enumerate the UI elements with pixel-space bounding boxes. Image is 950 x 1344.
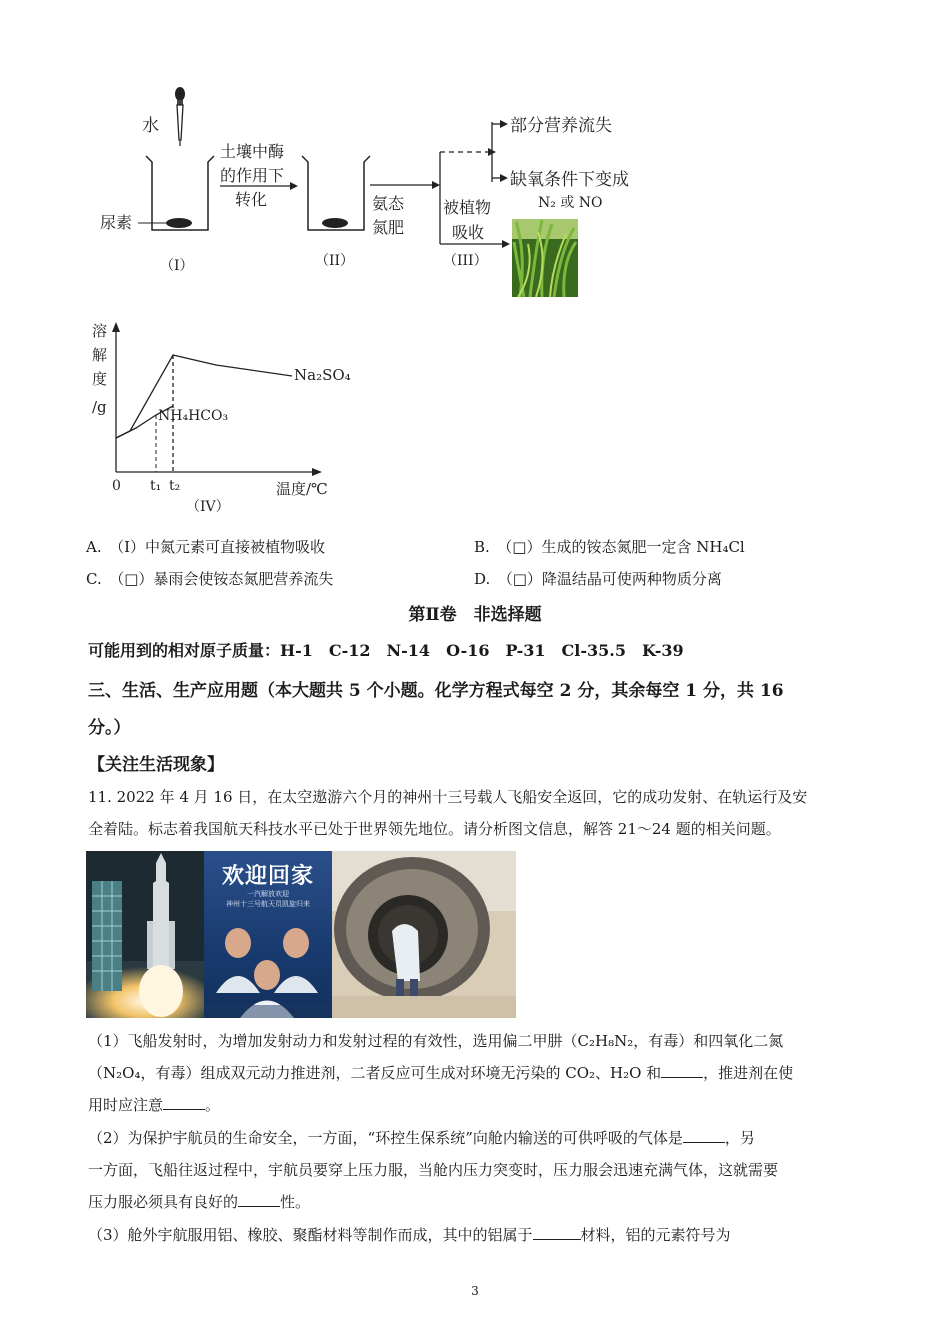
answer-blank-3[interactable]: [683, 1128, 725, 1143]
option-d: D. （□）降温结晶可使两种物质分离: [474, 570, 722, 588]
q11-line2: 全着陆。标志着我国航天科技水平已处于世界领先地位。请分析图文信息，解答 21～24 题的相关问题。: [88, 820, 781, 838]
label-1: （I）: [160, 258, 194, 274]
solubility-chart: [86, 318, 376, 523]
part3-title-line2: 分。）: [88, 718, 131, 738]
absorbed-text-1: 被植物: [443, 198, 492, 217]
answer-blank-2[interactable]: [163, 1095, 205, 1110]
anoxic-text: 缺氧条件下变成: [510, 170, 629, 190]
poster-title: 欢迎回家: [221, 864, 314, 889]
q3-line1-text-b: 材料，铝的元素符号为: [580, 1226, 731, 1244]
nitrogen-process-diagram: [90, 82, 650, 307]
urea-solid: [166, 218, 192, 228]
origin-label: 0: [112, 478, 121, 494]
label-3: （III）: [443, 253, 488, 269]
q2-line1-text-a: （2）为保护宇航员的生命安全，一方面，“环控生保系统”向舱内输送的可供呼吸的气体是: [88, 1129, 683, 1147]
enzyme-text-2: 的作用下: [220, 166, 285, 185]
q2-line3-text-b: 性。: [280, 1193, 311, 1211]
answer-blank-5[interactable]: [533, 1225, 581, 1240]
option-b: B. （□）生成的铵态氮肥一定含 NH₄Cl: [474, 538, 745, 556]
fertilizer-text-2: 氮肥: [372, 218, 405, 237]
q1-line3: [88, 1089, 220, 1121]
q11-line1: 11. 2022 年 4 月 16 日，在太空遨游六个月的神州十三号载人飞船安全返回，它的成功发射、在轨运行及安: [88, 788, 808, 806]
enzyme-text-3: 转化: [235, 190, 268, 209]
q1-line2-text-b: ，推进剂在使: [703, 1064, 794, 1082]
label-4: （IV）: [186, 499, 230, 515]
water-label: 水: [142, 116, 159, 136]
urea-label: 尿素: [100, 213, 133, 232]
q2-line3: [88, 1186, 310, 1218]
q3-line1-text-a: （3）舱外宇航服用铝、橡胶、聚酯材料等制作而成，其中的铝属于: [88, 1226, 533, 1244]
q1-line2-text-a: （N₂O₄，有毒）组成双元动力推进剂，二者反应可生成对环境无污染的 CO₂、H₂O 和: [88, 1064, 662, 1082]
label-2: （II）: [315, 253, 355, 269]
q1-line2: [88, 1057, 793, 1089]
xlabel: 温度/℃: [276, 480, 328, 498]
astronauts-image: [204, 913, 332, 1018]
focus-life-title: 【关注生活现象】: [88, 755, 224, 775]
absorbed-text-2: 吸收: [452, 223, 485, 242]
section-title: 第Ⅱ卷 非选择题: [408, 605, 542, 625]
q2-line1-text-b: ，另: [724, 1129, 755, 1147]
photo-strip: [86, 851, 516, 1018]
q2-line2: 一方面，飞船往返过程中，宇航员要穿上压力服，当舱内压力突变时，压力服会迅速充满气体，这就需要: [88, 1161, 779, 1179]
answer-blank-4[interactable]: [238, 1192, 280, 1207]
poster-subtitle-2: 神州十三号航天员凯旋归来: [226, 900, 310, 908]
plant-photo: [512, 219, 578, 297]
curve-na2so4: [116, 355, 292, 438]
poster-subtitle-1: 一汽解放欢迎: [247, 890, 289, 898]
gas-text: N₂ 或 NO: [538, 195, 603, 211]
q1-line1-text: （1）飞船发射时，为增加发射动力和发射过程的有效性，选用偏二甲肼（C₂H₈N₂，有毒）和四氧化二氮: [88, 1032, 784, 1050]
option-c: C. （□）暴雨会使铵态氮肥营养流失: [86, 570, 334, 588]
fertilizer-text-1: 氨态: [372, 194, 405, 213]
ylabel-3: 度: [92, 370, 108, 388]
q1-line3-text-b: 。: [205, 1096, 221, 1114]
rocket-launch-photo: [86, 851, 204, 1018]
q1-line1: [88, 1025, 783, 1057]
ylabel-1: 溶: [92, 322, 108, 340]
atomic-masses: 可能用到的相对原子质量：H-1 C-12 N-14 O-16 P-31 Cl-35.5 K-39: [88, 641, 684, 660]
ylabel-2: 解: [92, 346, 108, 364]
nutrient-loss-text: 部分营养流失: [510, 116, 612, 136]
capsule-photo: [332, 851, 516, 1018]
q1-line3-text-a: 用时应注意: [88, 1096, 164, 1114]
welcome-poster: [204, 851, 332, 1018]
q3-line1: [88, 1219, 731, 1251]
series-nh4hco3: NH₄HCO₃: [158, 408, 229, 424]
series-na2so4: Na₂SO₄: [294, 366, 351, 384]
t2-label: t₂: [169, 478, 181, 494]
ylabel-4: /g: [92, 398, 107, 416]
dropper-icon: [175, 87, 185, 146]
option-a: A. （Ⅰ）中氮元素可直接被植物吸收: [86, 538, 326, 556]
q2-line3-text-a: 压力服必须具有良好的: [88, 1193, 239, 1211]
q2-line1: [88, 1122, 755, 1154]
answer-blank-1[interactable]: [661, 1063, 703, 1078]
page-number: 3: [471, 1284, 479, 1298]
t1-label: t₁: [150, 478, 162, 494]
enzyme-text-1: 土壤中酶: [220, 142, 285, 161]
fertilizer-solid: [322, 218, 348, 228]
part3-title-line1: 三、生活、生产应用题（本大题共 5 个小题。化学方程式每空 2 分，其余每空 1 分，共 16: [88, 681, 784, 701]
